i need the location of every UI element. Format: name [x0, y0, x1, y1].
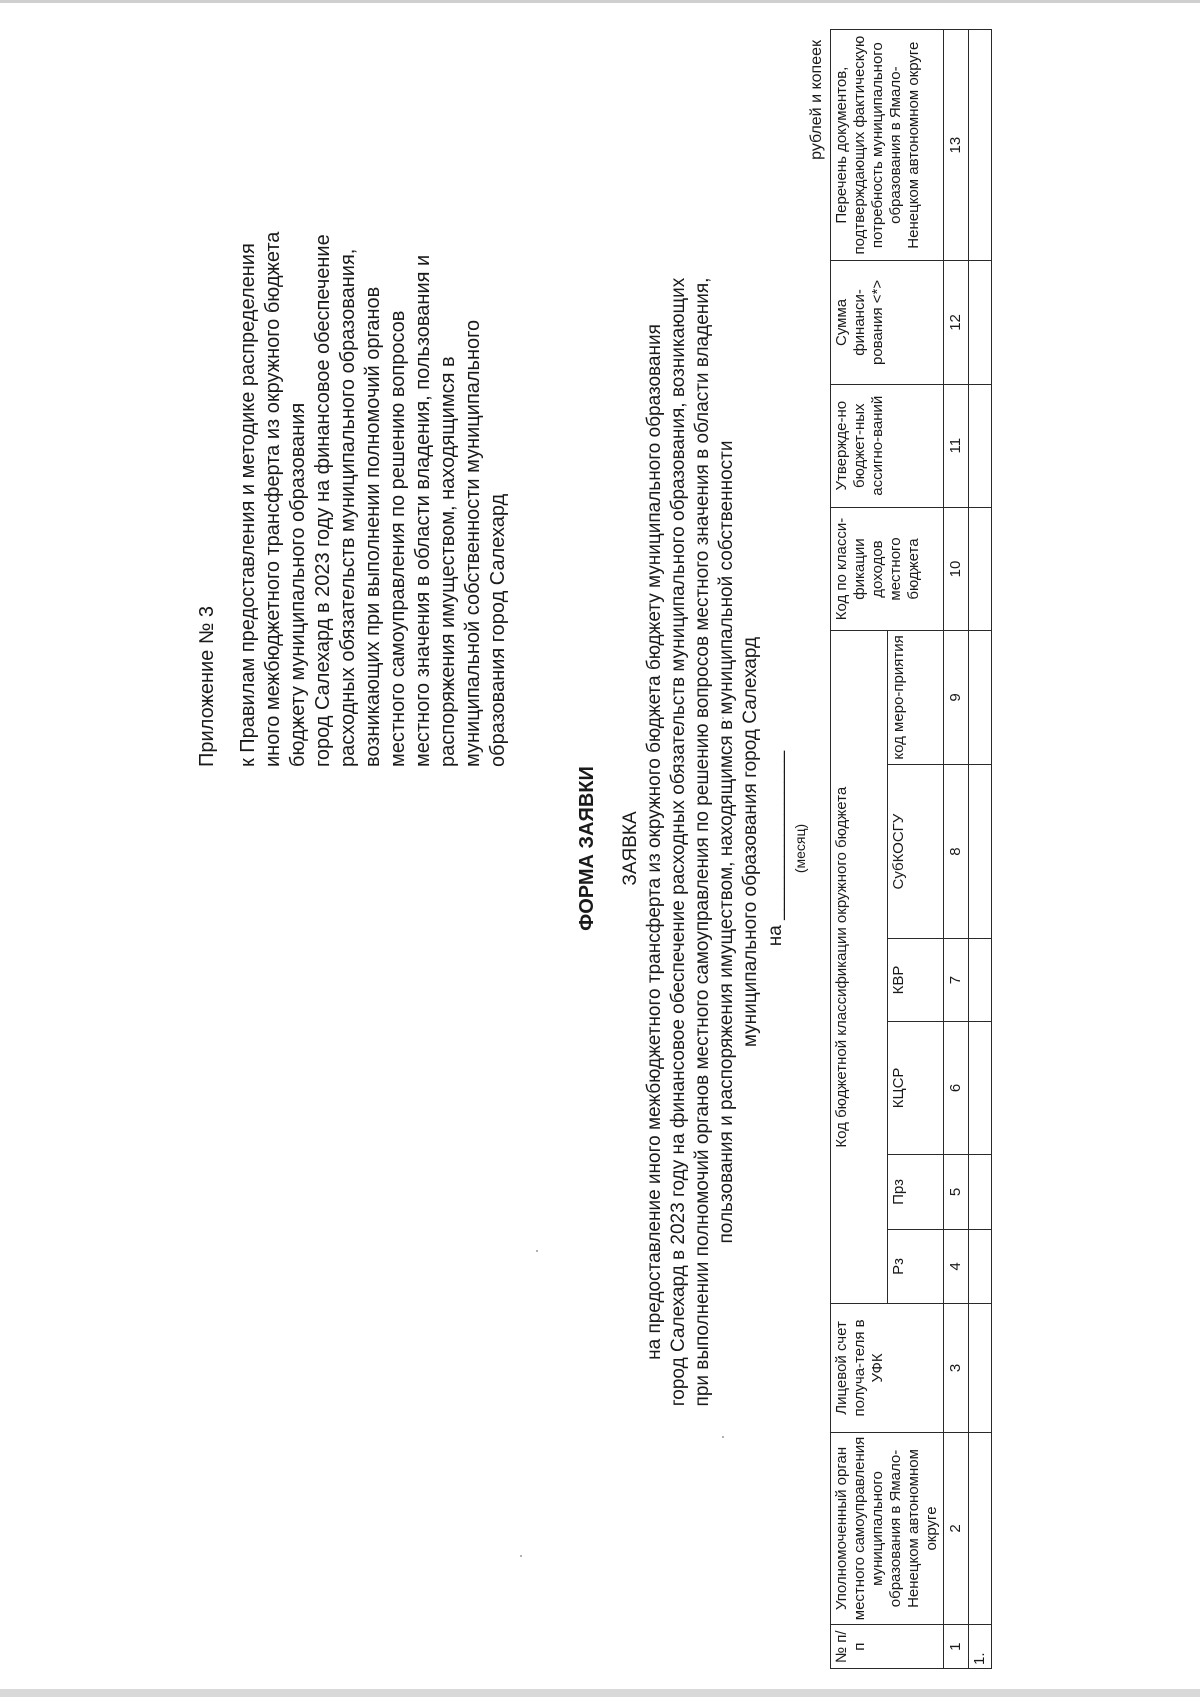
unit-caption: рублей и копеек	[808, 40, 825, 160]
intro-line: на предоставление иного межбюджетного трансферта из окружного бюджета бюджету муниципального образования	[644, 324, 665, 1360]
row-number: 1.	[969, 1625, 992, 1669]
column-number: 3	[944, 1304, 969, 1432]
col-header-account: Лицевой счет получа-теля в УФК	[831, 1304, 944, 1432]
appendix-line: образования город Салехард	[487, 493, 509, 767]
appendix-line: к Правилам предоставления и методике распределения	[237, 243, 259, 767]
intro-line: пользования и распоряжения имуществом, находящимся в муниципальной собственности	[716, 440, 737, 1244]
month-blank-line: на ________________	[765, 750, 786, 947]
table-cell	[969, 384, 992, 507]
col-header-num: № п/п	[831, 1625, 944, 1669]
table-cell	[969, 507, 992, 630]
month-caption: (месяц)	[792, 823, 808, 874]
appendix-line: город Салехард в 2023 году на финансовое обеспечение	[312, 234, 334, 767]
column-number: 8	[944, 764, 969, 939]
col-header-prz: Прз	[887, 1155, 944, 1230]
col-header-event-code: код меро-приятия	[887, 631, 944, 765]
column-number: 7	[944, 939, 969, 1021]
intro-line: при выполнении полномочий органов местного самоуправления по решению вопросов местного значения в области владения,	[692, 277, 713, 1407]
col-header-subkosgu: СубКОСГУ	[887, 764, 944, 939]
table-cell	[969, 631, 992, 765]
column-number: 4	[944, 1229, 969, 1304]
intro-line: город Салехард в 2023 году на финансовое обеспечение расходных обязательств муниципального образования, возникающих	[668, 277, 689, 1407]
appendix-line: расходных обязательств муниципального образования,	[337, 248, 359, 767]
col-header-organ: Уполномоченный орган местного самоуправления муниципального образования в Ямало-Ненецком автономном округе	[831, 1432, 944, 1625]
table-cell	[969, 1021, 992, 1155]
column-number: 5	[944, 1155, 969, 1230]
appendix-line: местного самоуправления по решению вопросов	[387, 310, 409, 767]
appendix-line: местного значения в области владения, пользования и	[412, 254, 434, 767]
table-cell	[969, 1304, 992, 1432]
form-heading: ЗАЯВКА	[620, 811, 641, 886]
col-header-rz: Рз	[887, 1229, 944, 1304]
table-row	[969, 30, 992, 1669]
column-number: 9	[944, 631, 969, 765]
header-row	[831, 30, 888, 1669]
form-intro	[643, 217, 763, 1467]
col-header-documents: Перечень документов, подтверждающих фактическую потребность муниципального образования в Ямало-Ненецком автономном округе	[831, 30, 944, 261]
column-number: 1	[944, 1625, 969, 1669]
table-cell	[969, 1155, 992, 1230]
column-number: 2	[944, 1432, 969, 1625]
column-number: 13	[944, 30, 969, 261]
col-header-kcsr: КЦСР	[887, 1021, 944, 1155]
appendix-title: Приложение № 3	[196, 606, 218, 767]
column-number: 10	[944, 507, 969, 630]
application-table	[830, 29, 992, 1669]
col-header-code-group: Код бюджетной классификации окружного бюджета	[831, 631, 888, 1304]
table-cell	[969, 764, 992, 939]
table-cell	[969, 1229, 992, 1304]
form-title: ФОРМА ЗАЯВКИ	[576, 766, 598, 931]
col-header-approved: Утвержде-но бюджет-ных ассигно-ваний	[831, 384, 944, 507]
appendix-line: бюджету муниципального образования	[287, 402, 309, 767]
table-cell	[969, 30, 992, 261]
table-cell	[969, 939, 992, 1021]
table-cell	[969, 261, 992, 384]
column-number: 12	[944, 261, 969, 384]
appendix-line: иного межбюджетного трансферта из окружного бюджета	[262, 231, 284, 767]
table-cell	[969, 1432, 992, 1625]
appendix-line: распоряжения имуществом, находящимся в	[437, 356, 459, 767]
column-number-row	[944, 30, 969, 1669]
col-header-amount: Сумма финанси-рования <*>	[831, 261, 944, 384]
col-header-income-code: Код по класси-фикации доходов местного бюджета	[831, 507, 944, 630]
appendix-line: возникающих при выполнении полномочий органов	[362, 286, 384, 767]
intro-line: муниципального образования город Салехард	[740, 636, 761, 1048]
appendix-subtitle	[236, 7, 511, 767]
col-header-kvr: КВР	[887, 939, 944, 1021]
column-number: 11	[944, 384, 969, 507]
column-number: 6	[944, 1021, 969, 1155]
appendix-line: муниципальной собственности муниципального	[462, 319, 484, 767]
